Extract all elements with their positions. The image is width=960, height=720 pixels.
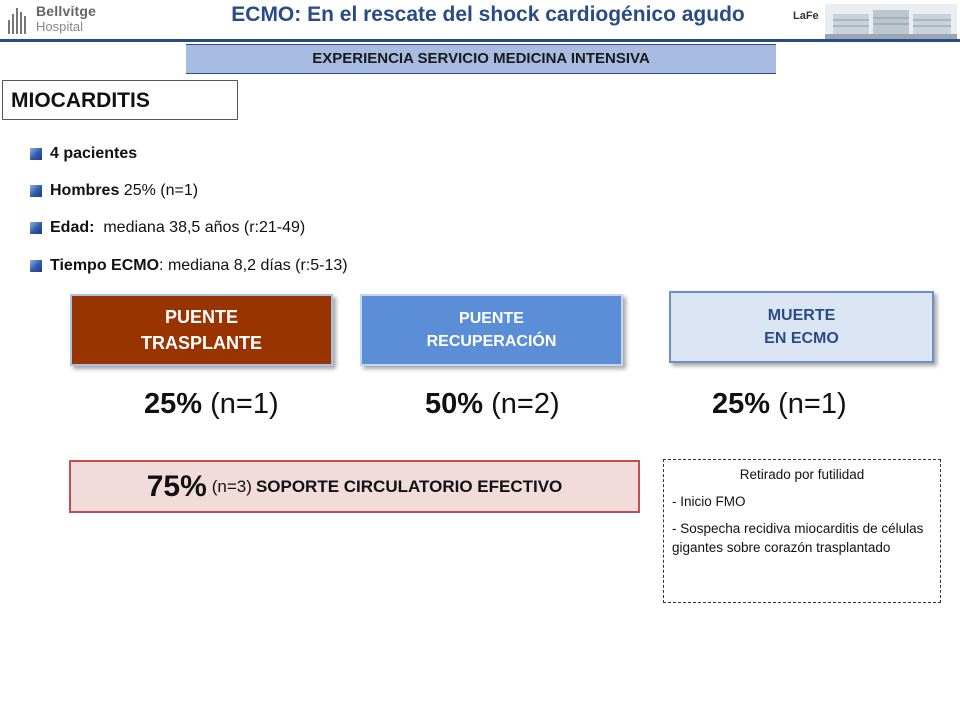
percent-count: (n=1) bbox=[202, 388, 279, 420]
bullet-label: 4 pacientes bbox=[50, 145, 138, 162]
bullet-age bbox=[30, 217, 305, 239]
bullet-ecmo-time bbox=[30, 255, 348, 277]
outcome-box-trasplante bbox=[70, 294, 333, 366]
outcome-percent-recuperacion bbox=[425, 388, 560, 421]
bullet-value: 25% (n=1) bbox=[119, 182, 199, 199]
futility-note bbox=[663, 459, 941, 603]
lafe-logo bbox=[793, 2, 958, 40]
logo-name: Bellvitge bbox=[36, 3, 97, 19]
header-divider bbox=[0, 39, 960, 42]
bellvitge-logo bbox=[8, 4, 128, 36]
bullet-label: Edad: bbox=[50, 219, 95, 236]
summary-box bbox=[69, 460, 640, 513]
bullet-icon bbox=[30, 148, 42, 160]
bullet-value: : mediana 8,2 días (r:5-13) bbox=[159, 257, 348, 274]
hospital-bars-icon bbox=[8, 6, 32, 34]
summary-text: SOPORTE CIRCULATORIO EFECTIVO bbox=[255, 476, 563, 496]
lafe-text: LaFe bbox=[793, 10, 819, 22]
outcome-line2: EN ECMO bbox=[764, 330, 839, 347]
outcome-percent-muerte bbox=[712, 388, 847, 421]
percent-count: (n=1) bbox=[770, 388, 847, 420]
outcome-line1: PUENTE bbox=[164, 306, 238, 327]
bullet-icon bbox=[30, 260, 42, 272]
outcome-box-recuperacion bbox=[360, 294, 623, 366]
bullet-label: Tiempo ECMO bbox=[50, 257, 160, 274]
percent-count: (n=2) bbox=[483, 388, 560, 420]
bullet-value: mediana 38,5 años (r:21-49) bbox=[94, 219, 306, 236]
outcome-line1: MUERTE bbox=[767, 306, 836, 324]
percent-value: 50% bbox=[425, 388, 484, 420]
slide-title: ECMO: En el rescate del shock cardiogénico agudo bbox=[231, 3, 745, 26]
bullet-men bbox=[30, 180, 198, 202]
percent-value: 25% bbox=[712, 388, 771, 420]
bullet-icon bbox=[30, 222, 42, 234]
hospital-building-icon bbox=[825, 4, 957, 40]
bullet-icon bbox=[30, 185, 42, 197]
subheading-banner: EXPERIENCIA SERVICIO MEDICINA INTENSIVA bbox=[186, 44, 776, 74]
outcome-line2: TRASPLANTE bbox=[141, 333, 262, 353]
outcome-percent-trasplante bbox=[144, 388, 279, 421]
bullet-patients bbox=[30, 143, 137, 165]
note-title: Retirado por futilidad bbox=[739, 467, 865, 482]
note-line: - Sospecha recidiva miocarditis de células gigantes sobre corazón trasplantado bbox=[672, 521, 924, 555]
section-title: MIOCARDITIS bbox=[2, 80, 238, 120]
outcome-line2: RECUPERACIÓN bbox=[426, 333, 557, 350]
summary-percent: 75% bbox=[146, 469, 207, 503]
bullet-label: Hombres bbox=[50, 182, 120, 199]
outcome-line1: PUENTE bbox=[459, 309, 524, 327]
note-line: - Inicio FMO bbox=[672, 494, 746, 510]
summary-count: (n=3) bbox=[211, 476, 252, 496]
outcome-box-muerte bbox=[669, 291, 934, 363]
percent-value: 25% bbox=[144, 388, 203, 420]
logo-subtitle: Hospital bbox=[36, 19, 83, 34]
